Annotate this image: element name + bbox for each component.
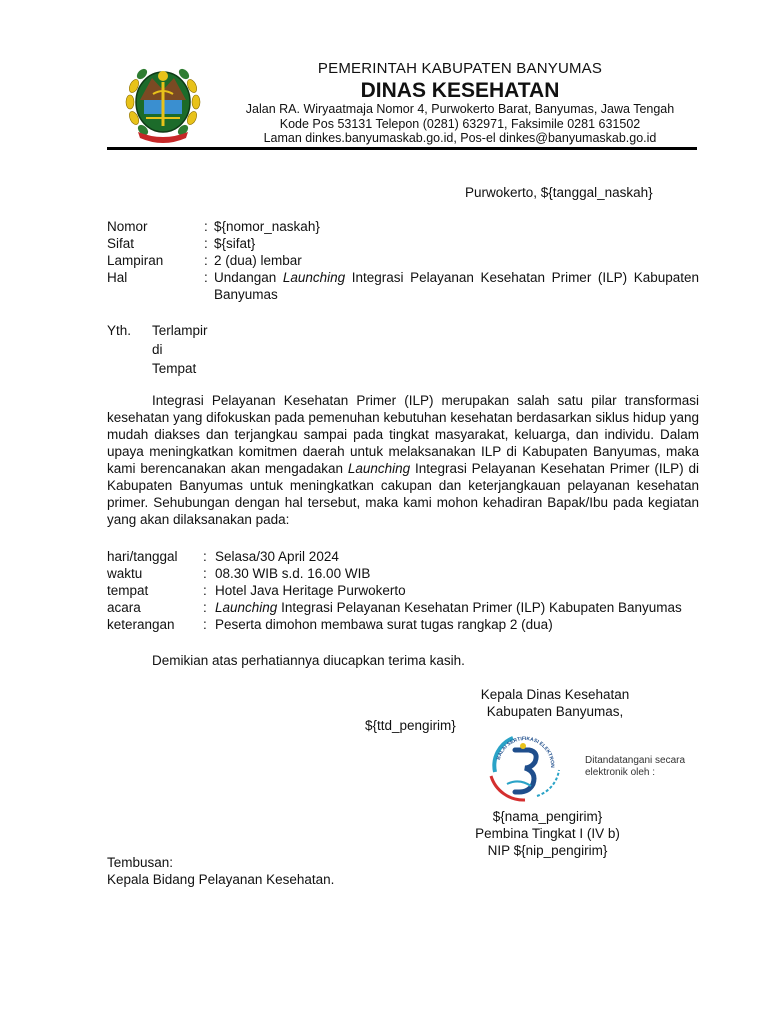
detail-value: Selasa/30 April 2024 [215, 549, 339, 564]
recipient-label: Yth. [107, 323, 132, 338]
letter-body [107, 392, 699, 528]
hal-suffix: Integrasi Pelayanan Kesehatan Primer (ILP) Kabupaten Banyumas [214, 270, 700, 302]
letterhead-government: PEMERINTAH KABUPATEN BANYUMAS [317, 60, 603, 77]
acara-text: Integrasi Pelayanan Kesehatan Primer (ILP) Kabupaten Banyumas [277, 600, 682, 615]
meta-colon: : [204, 270, 208, 285]
detail-value: Peserta dimohon membawa surat tugas rangkap 2 (dua) [215, 617, 553, 632]
detail-value [215, 599, 699, 616]
signatory-details [400, 808, 695, 859]
detail-colon: : [203, 549, 207, 564]
meta-value [214, 269, 699, 303]
detail-value: 08.30 WIB s.d. 16.00 WIB [215, 566, 371, 581]
meta-value: 2 (dua) lembar [214, 253, 302, 268]
body-part1: Integrasi Pelayanan Kesehatan Primer (ILP) merupakan salah satu pilar transformasi kesehatan yang difokuskan pada pemenuhan kebutuhan kesehatan berdasarkan siklus hidup yang mudah diakses dan terjangkau sampai pada tingkat masyarakat, keluarga, dan individu. Dalam upaya meningkatkan komitmen daerah untuk melaksanakan ILP di Kabupaten Banyumas, maka kami berencanakan akan mengadakan [107, 393, 699, 476]
signature-placeholder: ${ttd_pengirim} [365, 718, 456, 733]
meta-colon: : [204, 253, 208, 268]
recipient-line: Terlampir [152, 323, 208, 338]
detail-tempat [107, 582, 699, 599]
letter-meta [107, 218, 699, 303]
body-part2: Integrasi Pelayanan Kesehatan Primer (ILP) di Kabupaten Banyumas untuk meningkatkan cakupan dan keterjangkauan pelayanan kesehatan primer. Sehubungan dengan hal tersebut, maka kami mohon kehadiran Bapak/Ibu pada kegiatan yang akan dilaksanakan pada: [107, 461, 699, 527]
signatory-title [400, 686, 710, 720]
bsre-seal-icon [485, 726, 565, 806]
recipient-line: di [152, 342, 163, 357]
meta-sifat [107, 235, 699, 252]
detail-hari [107, 548, 699, 565]
signatory-title-line2: Kabupaten Banyumas, [486, 704, 624, 719]
banyumas-regency-emblem-icon [118, 60, 208, 146]
letterhead-agency: DINAS KESEHATAN [360, 79, 560, 102]
letter-date: Purwokerto, ${tanggal_naskah} [465, 185, 653, 200]
detail-label: tempat [107, 583, 149, 598]
carbon-copy-label: Tembusan: [107, 855, 174, 870]
detail-keterangan [107, 616, 699, 633]
body-paragraph [107, 392, 699, 528]
seal-ring-text: BALAI SERTIFIKASI ELEKTRON [495, 735, 556, 768]
signatory-title-line1: Kepala Dinas Kesehatan [480, 687, 630, 702]
signatory-nip: NIP ${nip_pengirim} [487, 843, 608, 858]
carbon-copy-block [107, 854, 334, 888]
detail-label: acara [107, 600, 141, 615]
e-signature-note [585, 755, 685, 779]
hal-italic: Launching [282, 270, 346, 285]
letterhead-contact: Kode Pos 53131 Telepon (0281) 632971, Faksimile 0281 631502 [279, 116, 641, 131]
detail-colon: : [203, 583, 207, 598]
meta-label: Sifat [107, 236, 135, 251]
carbon-copy-item: Kepala Bidang Pelayanan Kesehatan. [107, 872, 335, 887]
meta-colon: : [204, 236, 208, 251]
detail-value: Hotel Java Heritage Purwokerto [215, 583, 406, 598]
detail-colon: : [203, 566, 207, 581]
event-details [107, 548, 699, 633]
letterhead-web: Laman dinkes.banyumaskab.go.id, Pos-el dinkes@banyumaskab.go.id [263, 131, 657, 145]
meta-colon: : [204, 219, 208, 234]
meta-nomor [107, 218, 699, 235]
closing-sentence: Demikian atas perhatiannya diucapkan terima kasih. [152, 653, 465, 668]
meta-value: ${sifat} [214, 236, 256, 251]
detail-label: waktu [107, 566, 143, 581]
recipient-line: Tempat [152, 361, 197, 376]
letterhead-address: Jalan RA. Wiryaatmaja Nomor 4, Purwokerto Barat, Banyumas, Jawa Tengah [245, 102, 675, 116]
meta-value: ${nomor_naskah} [214, 219, 320, 234]
detail-label: hari/tanggal [107, 549, 178, 564]
meta-label: Lampiran [107, 253, 164, 268]
letterhead [210, 60, 710, 146]
detail-colon: : [203, 600, 207, 615]
hal-prefix: Undangan [214, 270, 283, 285]
letterhead-divider [107, 147, 697, 150]
e-signature-note-line2: elektronik oleh : [585, 767, 656, 778]
acara-italic: Launching [215, 600, 278, 615]
meta-lampiran [107, 252, 699, 269]
detail-colon: : [203, 617, 207, 632]
detail-label: keterangan [107, 617, 175, 632]
meta-hal [107, 269, 699, 303]
meta-label: Nomor [107, 219, 148, 234]
detail-waktu [107, 565, 699, 582]
body-italic: Launching [347, 461, 411, 476]
detail-acara [107, 599, 699, 616]
meta-label: Hal [107, 270, 128, 285]
signatory-name: ${nama_pengirim} [492, 809, 603, 824]
signatory-rank: Pembina Tingkat I (IV b) [475, 826, 620, 841]
e-signature-note-line1: Ditandatangani secara [585, 755, 686, 766]
